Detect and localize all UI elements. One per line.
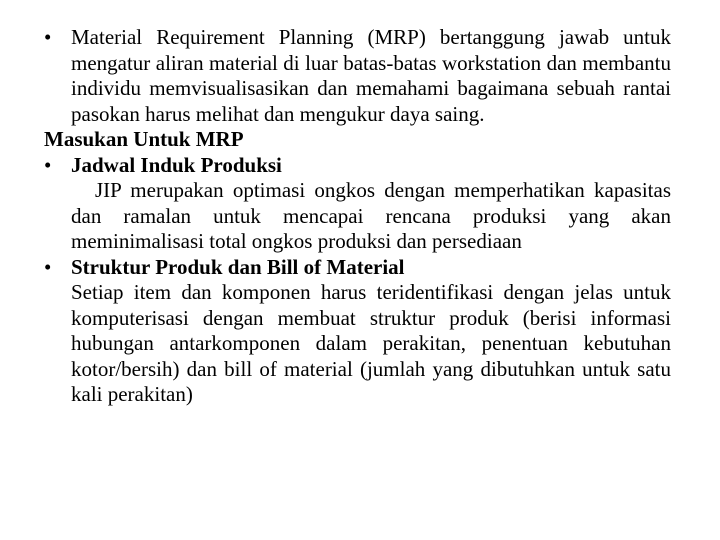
bullet-icon: • (44, 25, 52, 49)
list-item-jadwal-induk (44, 153, 671, 255)
list-item-body: JIP merupakan optimasi ongkos dengan memperhatikan kapasitas dan ramalan untuk mencapai rencana produksi yang akan meminimalisasi total ongkos produksi dan persediaan (71, 178, 671, 253)
slide-content (44, 25, 671, 408)
bullet-icon: • (44, 254, 52, 279)
intro-paragraph (44, 25, 671, 127)
section-heading: Masukan Untuk MRP (44, 127, 244, 151)
list-item-title: Jadwal Induk Produksi (71, 152, 282, 177)
bullet-icon: • (44, 152, 52, 177)
list-item-title: Struktur Produk dan Bill of Material (71, 254, 405, 279)
intro-text: Material Requirement Planning (MRP) bertanggung jawab untuk mengatur aliran material di luar batas-batas workstation dan membantu individu memvisualisasikan dan memahami bagaimana sebuah rantai pasokan harus melihat dan mengukur daya saing. (71, 25, 671, 126)
list-item-body: Setiap item dan komponen harus teridentifikasi dengan jelas untuk komputerisasi dengan membuat struktur produk (berisi informasi hubungan antarkomponen dalam perakitan, penentuan kebutuhan kotor/bersih) dan bill of material (jumlah yang dibutuhkan untuk satu kali perakitan) (71, 280, 671, 406)
list-item-struktur-produk (44, 255, 671, 408)
